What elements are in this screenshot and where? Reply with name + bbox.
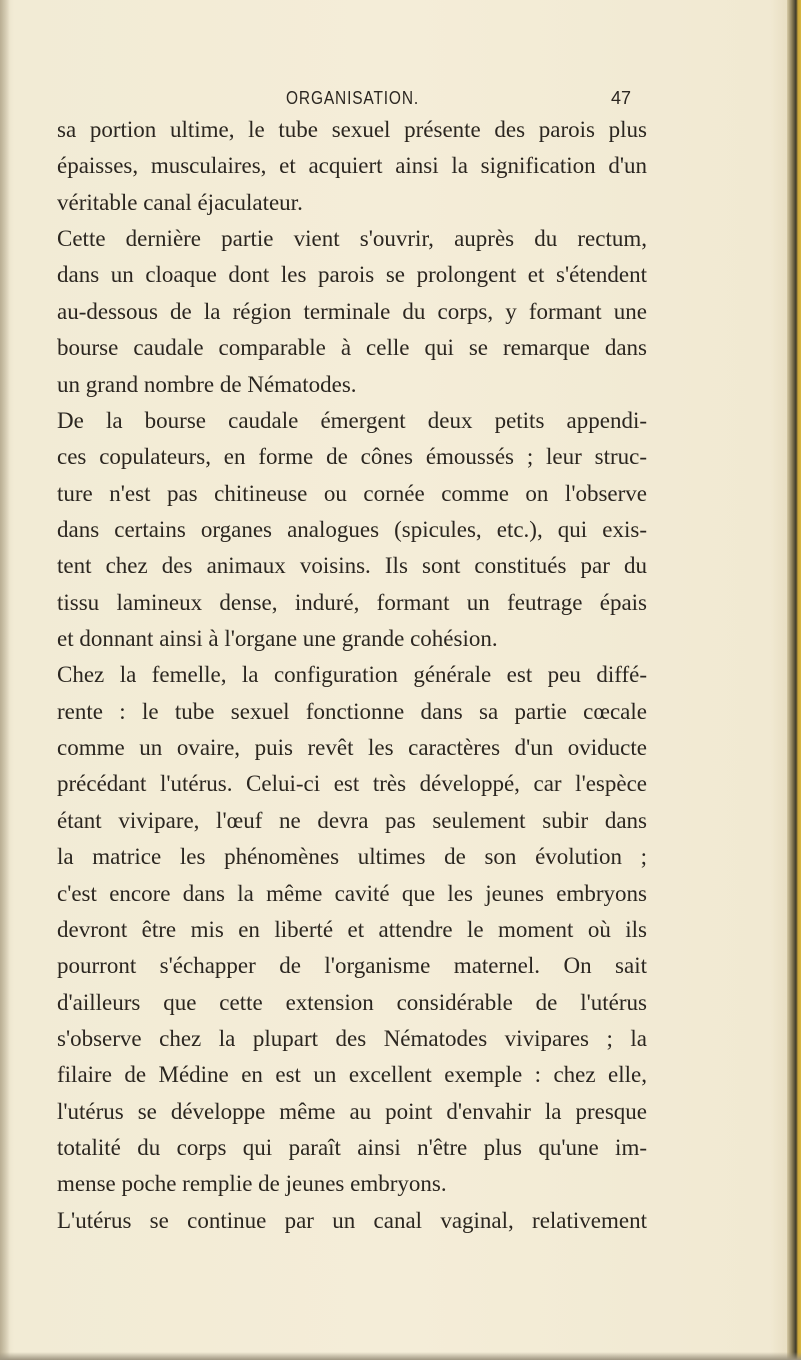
- text-line: épaisses, musculaires, et acquiert ainsi la signification d'un: [57, 153, 647, 179]
- text-line: au-dessous de la région terminale du corps, y formant une: [57, 298, 647, 324]
- body-text: [57, 112, 647, 1239]
- text-line: tissu lamineux dense, induré, formant un feutrage épais: [57, 589, 647, 615]
- text-line: dans certains organes analogues (spicules, etc.), qui exis-: [57, 516, 647, 542]
- text-line: ces copulateurs, en forme de cônes émoussés ; leur struc-: [57, 444, 647, 470]
- text-line: rente : le tube sexuel fonctionne dans sa partie cœcale: [57, 698, 647, 724]
- text-line: filaire de Médine en est un excellent exemple : chez elle,: [57, 1062, 647, 1088]
- text-line: s'observe chez la plupart des Nématodes vivipares ; la: [57, 1025, 647, 1051]
- page-edge: [787, 0, 801, 1360]
- text-line: étant vivipare, l'œuf ne devra pas seulement subir dans: [57, 807, 647, 833]
- page-bottom-shadow: [0, 1352, 801, 1360]
- text-line: et donnant ainsi à l'organe une grande cohésion.: [57, 626, 498, 652]
- text-line: véritable canal éjaculateur.: [57, 189, 303, 215]
- text-line: un grand nombre de Nématodes.: [57, 371, 357, 397]
- text-line: Chez la femelle, la configuration générale est peu diffé-: [57, 662, 647, 688]
- text-line: totalité du corps qui paraît ainsi n'être plus qu'une im-: [57, 1135, 647, 1161]
- text-line: pourront s'échapper de l'organisme maternel. On sait: [57, 953, 647, 979]
- text-line: comme un ovaire, puis revêt les caractères d'un oviducte: [57, 735, 647, 761]
- text-line: d'ailleurs que cette extension considérable de l'utérus: [57, 989, 647, 1015]
- text-line: bourse caudale comparable à celle qui se remarque dans: [57, 335, 647, 361]
- page-gutter-shadow: [0, 0, 10, 1360]
- text-line: l'utérus se développe même au point d'envahir la presque: [57, 1098, 647, 1124]
- page-number: 47: [611, 88, 632, 108]
- text-line: tent chez des animaux voisins. Ils sont constitués par du: [57, 553, 647, 579]
- text-line: L'utérus se continue par un canal vaginal, relativement: [57, 1207, 647, 1233]
- text-line: Cette dernière partie vient s'ouvrir, auprès du rectum,: [57, 226, 647, 252]
- text-line: De la bourse caudale émergent deux petits appendi-: [57, 407, 647, 433]
- text-line: la matrice les phénomènes ultimes de son évolution ;: [57, 844, 647, 870]
- text-line: devront être mis en liberté et attendre le moment où ils: [57, 916, 647, 942]
- running-head: [0, 88, 801, 112]
- text-line: sa portion ultime, le tube sexuel présente des parois plus: [57, 117, 647, 142]
- text-line: ture n'est pas chitineuse ou cornée comme on l'observe: [57, 480, 647, 506]
- text-line: dans un cloaque dont les parois se prolongent et s'étendent: [57, 262, 647, 288]
- text-line: c'est encore dans la même cavité que les jeunes embryons: [57, 880, 647, 906]
- running-title: ORGANISATION.: [286, 88, 420, 108]
- text-line: précédant l'utérus. Celui-ci est très développé, car l'espèce: [57, 771, 647, 797]
- text-line: mense poche remplie de jeunes embryons.: [57, 1171, 447, 1197]
